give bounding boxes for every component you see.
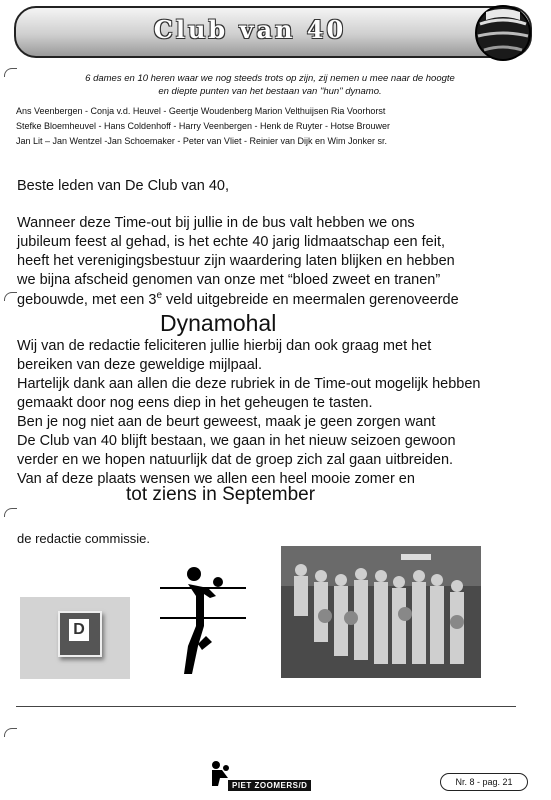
superscript: e [156,290,163,301]
letter-line: Hartelijk dank aan allen die deze rubriek in de Time-out mogelijk hebben [17,376,481,392]
volleyball-icon [474,4,532,62]
letter-line: Wij van de redactie feliciteren jullie hierbij dan ook graag met het [17,338,432,354]
binder-hole-mark [4,508,17,517]
member-list-line: Stefke Bloemheuvel - Hans Coldenhoff - Harry Veenbergen - Henk de Ruyter - Hotse Brouwer [16,121,391,131]
intro-text [30,72,510,98]
volleyball-player-icon [158,566,248,678]
dynamohal-heading: Dynamohal [160,310,277,336]
letter-line: heeft het verenigingsbestuur zijn waardering laten blijken en hebben [17,253,455,269]
binder-hole-mark [4,292,17,301]
group-photo [281,546,481,678]
member-list-line: Ans Veenbergen - Conja v.d. Heuvel - Geertje Woudenberg Marion Velthuijsen Ria Voorhorst [16,106,386,116]
letter-line: Wanneer deze Time-out bij jullie in de bus valt hebben we ons [17,215,415,231]
letter-line: Van af deze plaats wensen we allen een heel mooie zomer en [17,471,415,487]
letter-line: bereiken van deze geweldige mijlpaal. [17,357,263,373]
closing-line: tot ziens in September [126,484,316,505]
letter-line-part: gebouwde, met een 3 [17,291,157,308]
page-number-badge: Nr. 8 - pag. 21 [440,773,528,791]
letter-greeting: Beste leden van De Club van 40, [17,178,229,194]
d-logo-letter: D [69,619,89,641]
letter-line-part: veld uitgebreide en meermalen gerenoveerde [162,291,459,308]
intro-line: 6 dames en 10 heren waar we nog steeds trots op zijn, zij nemen u mee naar de hoogte [85,73,455,84]
binder-hole-mark [4,68,17,77]
letter-line: verder en we hopen natuurlijk dat de groep zich zal gaan uitbreiden. [17,452,454,468]
member-list-line: Jan Lit – Jan Wentzel -Jan Schoemaker - Peter van Vliet - Reinier van Dijk en Wim Jonker sr. [16,136,387,146]
letter-line: Ben je nog niet aan de beurt geweest, maak je geen zorgen want [17,414,436,430]
divider [16,706,516,707]
letter-line: we bijna afscheid genomen van onze met “bloed zweet en tranen” [17,272,441,288]
letter-line: gemaakt door nog eens diep in het geheugen te tasten. [17,395,373,411]
signature: de redactie commissie. [17,531,150,546]
letter-line: jubileum feest al gehad, is het echte 40 jarig lidmaatschap een feit, [17,234,446,250]
dynamo-logo-photo [20,597,130,679]
intro-line: en diepte punten van het bestaan van "hun" dynamo. [158,86,382,97]
binder-hole-mark [4,728,17,737]
sponsor-name: PIET ZOOMERS/D [228,780,311,791]
letter-line: De Club van 40 blijft bestaan, we gaan in het nieuw seizoen gewoon [17,433,456,449]
letter-line [17,290,459,308]
page-title: Club van 40 [153,15,347,44]
